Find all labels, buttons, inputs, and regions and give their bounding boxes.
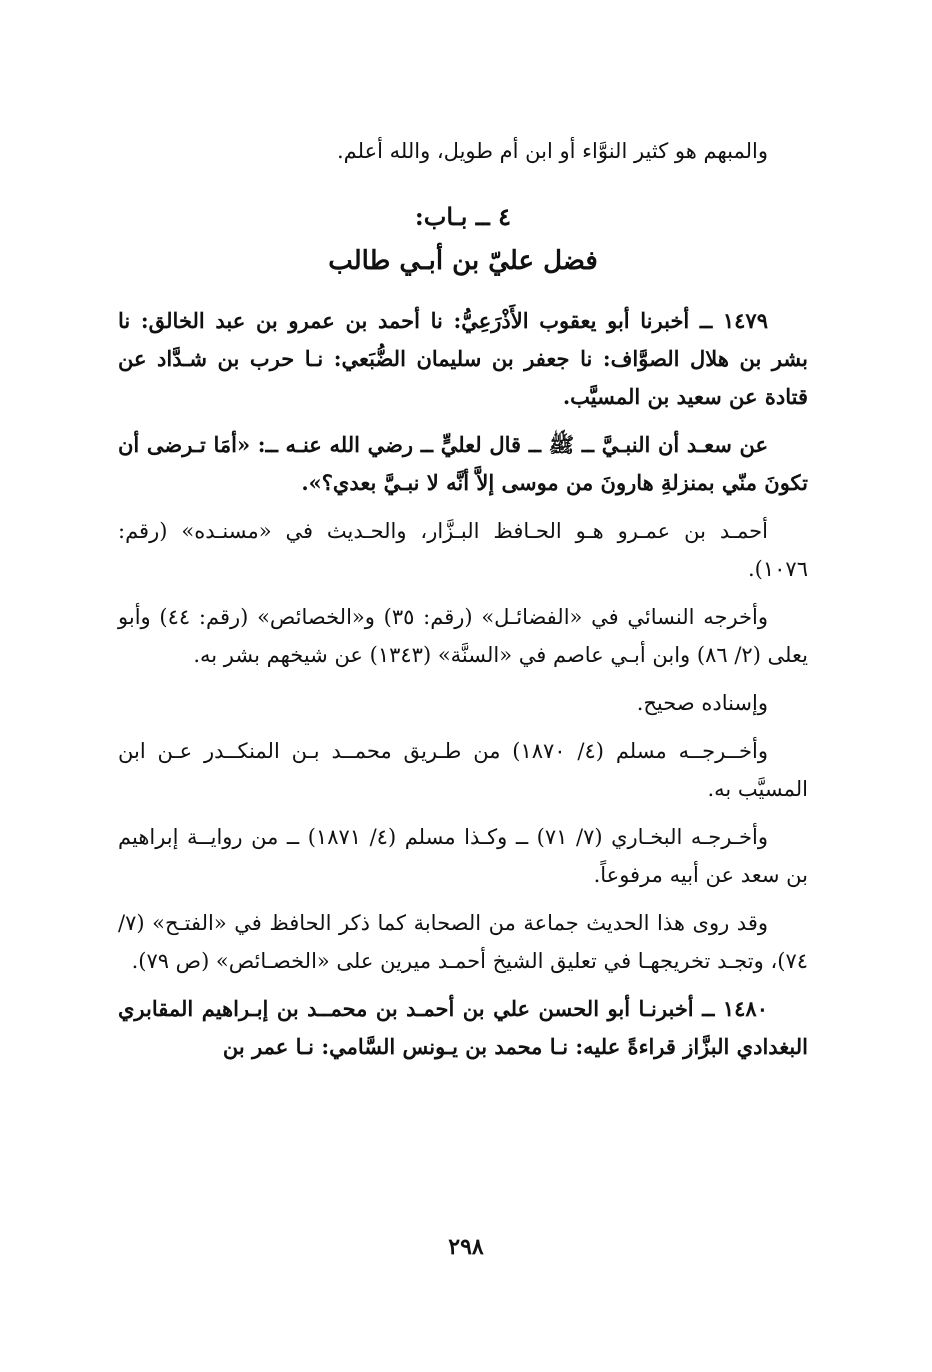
commentary-paragraph: وقد روى هذا الحديث جماعة من الصحابة كما ذكر الحافظ في «الفتـح» (٧/ ٧٤)، وتجـد تخريجهـا في تعليق الشيخ أحمـد ميرين على «الخصـائص» (ص ٧٩). xyxy=(118,911,808,973)
chapter-title: فضل عليّ بن أبـي طالب xyxy=(328,246,598,276)
hadith-1480-isnad: ١٤٨٠ ــ أخبرنـا أبو الحسن علي بن أحمـد بن محمــد بن إبـراهيم المقابري البغدادي البزَّاز قراءةً عليه: نـا محمد بن يـونس السَّامي: نـا عمر بن xyxy=(118,996,808,1059)
hadith-1479-matn: عن سعـد أن النبـيَّ ــ ﷺ ــ قال لعليٍّ ــ رضي الله عنـه ــ: «أمَا تـرضى أن تكونَ منّي بمنزلةِ هارونَ من موسى إلاَّ أنَّه لا نبـيَّ بعدي؟». xyxy=(118,432,808,495)
commentary-paragraph: أحمـد بن عمـرو هـو الحـافظ البـزَّار، والحـديث في «مسنـده» (رقم: ١٠٧٦). xyxy=(118,519,808,581)
intro-note: والمبهم هو كثير النوَّاء أو ابن أم طويل، والله أعلم. xyxy=(336,139,768,163)
hadith-1479-isnad: ١٤٧٩ ــ أخبرنا أبو يعقوب الأَذْرَعِيُّ: نا أحمد بن عمرو بن عبد الخالق: نا بشر بن هلال الصوَّاف: نا جعفر بن سليمان الضُّبَعي: نـا حرب بن شـدَّاد عن قتادة عن سعيد بن المسيَّب. xyxy=(118,308,808,409)
commentary-paragraph: وإسناده صحيح. xyxy=(636,691,768,715)
page-number: ٢٩٨ xyxy=(448,1234,484,1260)
chapter-number: ٤ ــ بـاب: xyxy=(414,202,512,231)
commentary-paragraph: وأخـرجـه البخـاري (٧/ ٧١) ــ وكـذا مسلم (٤/ ١٨٧١) ــ من روايــة إبراهيم بن سعد عن أبيه مرفوعاً. xyxy=(118,825,808,887)
page-body xyxy=(118,132,808,1076)
commentary-paragraph: وأخرجه النسائي في «الفضائـل» (رقم: ٣٥) و«الخصائص» (رقم: ٤٤) وأبو يعلى (٢/ ٨٦) وابن أبـي عاصم في «السنَّة» (١٣٤٣) عن شيخهم بشر به. xyxy=(118,605,808,667)
commentary-paragraph: وأخــرجــه مسلم (٤/ ١٨٧٠) من طـريق محمــد بـن المنكــدر عـن ابن المسيَّب به. xyxy=(118,739,808,801)
